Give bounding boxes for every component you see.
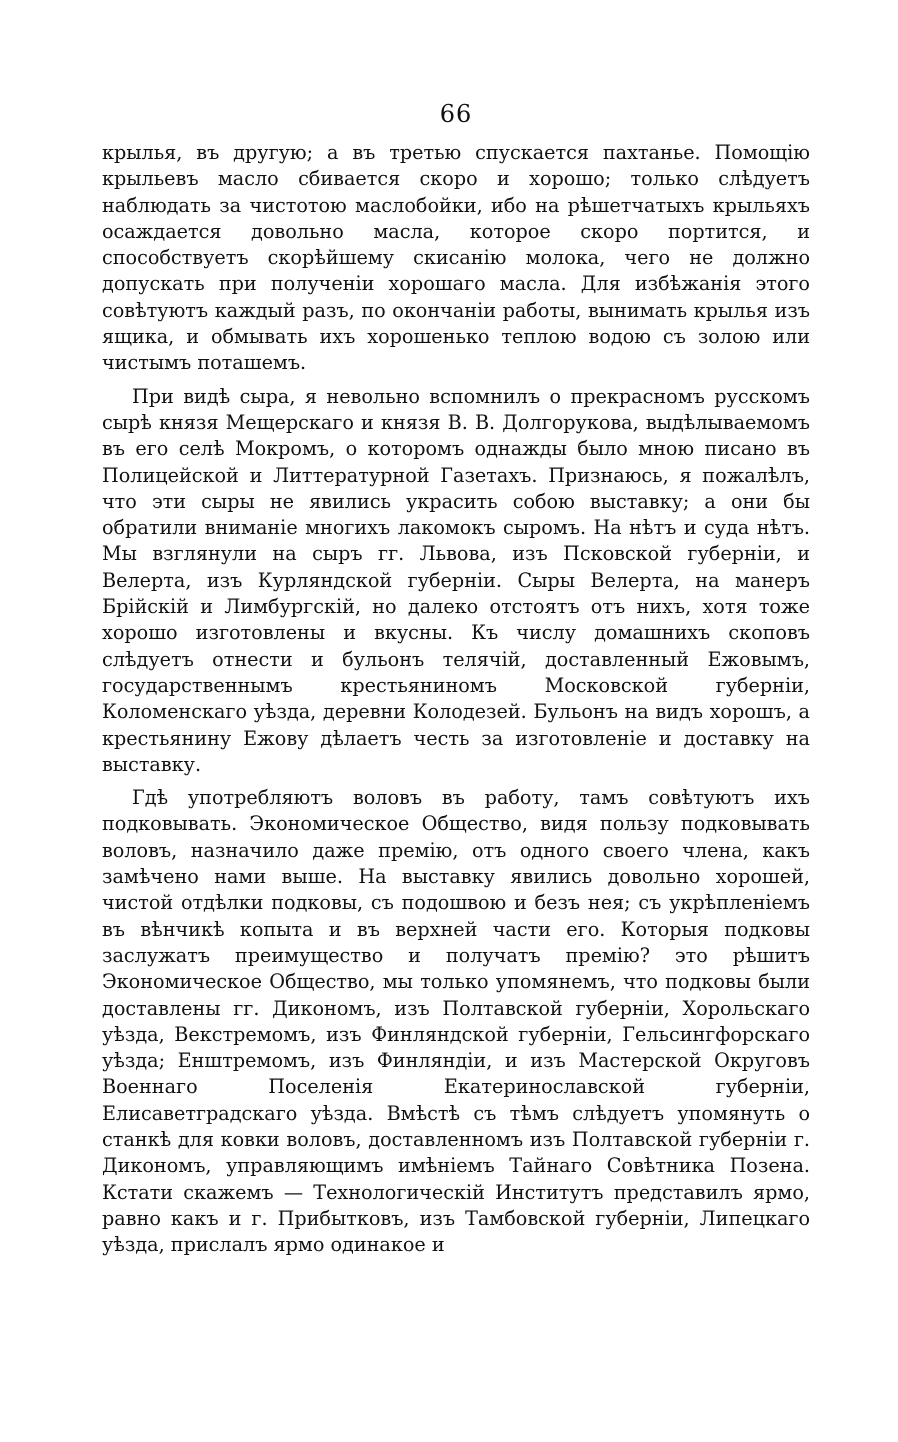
page-number: 66 (439, 100, 473, 128)
paragraph-1: крылья, въ другую; а въ третью спускается пахтанье. Помощію крыльевъ масло сбивается скоро и хорошо; только слѣдуетъ наблюдать за чистотою маслобойки, ибо на рѣшетчатыхъ крыльяхъ осаждается довольно масла, которое скоро портится, и способствуетъ скорѣйшему скисанію молока, чего не должно допускать при полученіи хорошаго масла. Для избѣжанія этого совѣтуютъ каждый разъ, по окончаніи работы, вынимать крылья изъ ящика, и обмывать ихъ хорошенько теплою водою съ золою или чистымъ поташемъ. (102, 141, 810, 375)
paragraph-2: При видѣ сыра, я невольно вспомнилъ о прекрасномъ русскомъ сырѣ князя Мещерскаго и князя В. В. Долгорукова, выдѣлываемомъ въ его селѣ Мокромъ, о которомъ однажды было мною писано въ Полицейской и Литтературной Газетахъ. Признаюсь, я пожалѣлъ, что эти сыры не явились украсить собою выставку; а они бы обратили вниманіе многихъ лакомокъ сыромъ. На нѣтъ и суда нѣтъ. Мы взглянули на сыръ гг. Львова, изъ Псковской губерніи, и Велерта, изъ Курляндской губерніи. Сыры Велерта, на манеръ Брійскій и Лимбургскій, но далеко отстоятъ отъ нихъ, хотя тоже хорошо изготовлены и вкусны. Къ числу домашнихъ скоповъ слѣдуетъ отнести и бульонъ телячій, доставленный Ежовымъ, государственнымъ крестьяниномъ Московской губерніи, Коломенскаго уѣзда, деревни Колодезей. Бульонъ на видъ хорошъ, а крестьянину Ежову дѣлаетъ честь за изготовленіе и доставку на выставку. (102, 384, 810, 776)
body-text (102, 140, 810, 1258)
paragraph-3: Гдѣ употребляютъ воловъ въ работу, тамъ совѣтуютъ ихъ подковывать. Экономическое Общество, видя пользу подковывать воловъ, назначило даже премію, отъ одного своего члена, какъ замѣчено нами выше. На выставку явились довольно хорошей, чистой отдѣлки подковы, съ подошвою и безъ нея; съ укрѣпленіемъ въ вѣнчикѣ копыта и въ верхней части его. Которыя подковы заслужатъ преимущество и получатъ премію? это рѣшитъ Экономическое Общество, мы только упомянемъ, что подковы были доставлены гг. Дикономъ, изъ Полтавской губерніи, Хорольскаго уѣзда, Векстремомъ, изъ Финляндской губерніи, Гельсингфорскаго уѣзда; Енштремомъ, изъ Финляндіи, и изъ Мастерской Округовъ Военнаго Поселенія Екатеринославской губерніи, Елисаветградскаго уѣзда. Вмѣстѣ съ тѣмъ слѣдуетъ упомянуть о станкѣ для ковки воловъ, доставленномъ изъ Полтавской губерніи г. Дикономъ, управляющимъ имѣніемъ Тайнаго Совѣтника Позена. Кстати скажемъ — Технологическій Институтъ представилъ ярмо, равно какъ и г. Прибытковъ, изъ Тамбовской губерніи, Липецкаго уѣзда, прислалъ ярмо одинакое и (102, 786, 810, 1257)
